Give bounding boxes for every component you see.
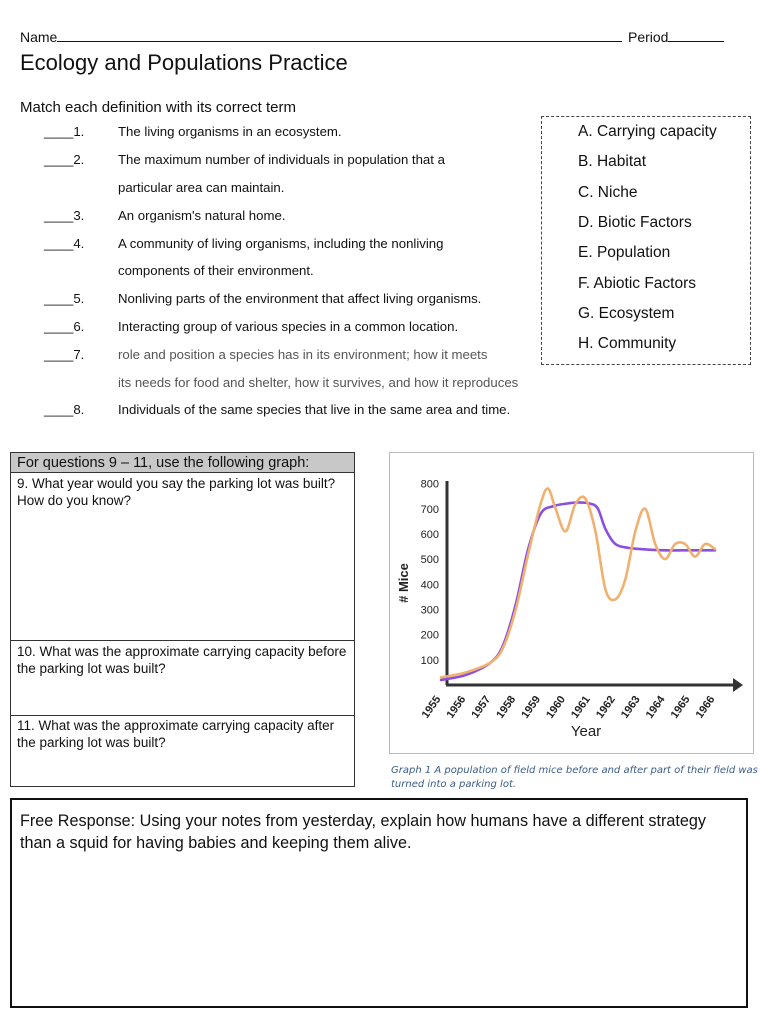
question-number[interactable]	[44, 124, 84, 139]
series-line-smooth	[441, 502, 715, 679]
y-tick-label: 200	[420, 629, 439, 642]
x-axis-arrow	[733, 678, 743, 692]
y-tick-label: 800	[420, 478, 439, 491]
term-item: F. Abiotic Factors	[578, 274, 697, 292]
divider	[11, 715, 354, 716]
period-blank[interactable]	[668, 41, 724, 42]
y-tick-label: 400	[420, 579, 439, 592]
free-response-box[interactable]	[10, 798, 748, 1008]
question-number[interactable]	[44, 236, 84, 251]
answer-blank[interactable]: ____	[44, 152, 74, 167]
y-tick-label: 500	[420, 554, 439, 567]
answer-blank[interactable]: ____	[44, 291, 74, 306]
answer-blank[interactable]: ____	[44, 319, 74, 334]
x-axis-label: Year	[570, 723, 602, 740]
term-item: E. Population	[578, 244, 671, 262]
question-number-label: 4.	[73, 236, 85, 251]
question-text: An organism's natural home.	[118, 208, 286, 223]
x-tick-label: 1956	[444, 693, 469, 721]
free-response-prompt: Free Response: Using your notes from yesterday, explain how humans have a different strategy than a squid for having babies and keeping them alive.	[20, 812, 706, 852]
question-text: its needs for food and shelter, how it survives, and how it reproduces	[118, 375, 519, 390]
answer-blank[interactable]: ____	[44, 124, 74, 139]
question-text: The maximum number of individuals in population that a	[118, 152, 445, 167]
graph-questions-header: For questions 9 – 11, use the following graph:	[11, 453, 354, 473]
x-tick-label: 1960	[544, 693, 569, 721]
series-line-oscillating	[441, 489, 715, 678]
question-number-label: 6.	[73, 319, 85, 334]
period-field[interactable]	[628, 29, 724, 45]
graph-caption: Graph 1 A population of field mice before and after part of their field was turned into a parking lot.	[391, 765, 758, 790]
term-item: C. Niche	[578, 183, 638, 201]
question-number-label: 2.	[73, 152, 85, 167]
term-item: B. Habitat	[578, 153, 647, 171]
x-tick-label: 1964	[643, 693, 668, 721]
question-number-label: 5.	[73, 291, 85, 306]
question-text: Interacting group of various species in a common location.	[118, 319, 459, 334]
question-number[interactable]	[44, 208, 84, 223]
population-graph	[389, 452, 754, 754]
terms-box	[541, 116, 751, 365]
name-label: Name	[20, 29, 58, 45]
question-text: Nonliving parts of the environment that affect living organisms.	[118, 291, 482, 306]
question-number-label: 1.	[73, 124, 85, 139]
question-text: particular area can maintain.	[118, 180, 285, 195]
x-tick-label: 1957	[469, 693, 494, 721]
answer-blank[interactable]: ____	[44, 347, 74, 362]
question-text: The living organisms in an ecosystem.	[118, 124, 342, 139]
question-number-label: 7.	[73, 347, 85, 362]
answer-blank[interactable]: ____	[44, 402, 74, 417]
question-number[interactable]	[44, 402, 84, 417]
question-11: 11. What was the approximate carrying capacity after the parking lot was built?	[17, 718, 335, 750]
y-tick-label: 600	[420, 528, 439, 541]
question-number[interactable]	[44, 347, 84, 362]
question-number[interactable]	[44, 319, 84, 334]
term-item: D. Biotic Factors	[578, 213, 692, 231]
period-label: Period	[628, 29, 669, 45]
y-tick-label: 100	[420, 654, 439, 667]
term-item: A. Carrying capacity	[578, 123, 717, 140]
page-title: Ecology and Populations Practice	[20, 50, 348, 75]
divider	[11, 640, 354, 641]
graph-questions-box	[10, 452, 355, 787]
y-axis-label: # Mice	[396, 563, 411, 603]
x-tick-label: 1963	[618, 693, 643, 721]
term-item: G. Ecosystem	[578, 304, 675, 322]
question-number[interactable]	[44, 152, 84, 167]
question-number[interactable]	[44, 291, 84, 306]
y-tick-label: 700	[420, 503, 439, 516]
question-text: A community of living organisms, including the nonliving	[118, 236, 444, 251]
question-number-label: 8.	[73, 402, 85, 417]
question-text: role and position a species has in its environment; how it meets	[118, 347, 488, 362]
name-blank[interactable]	[57, 41, 622, 42]
x-tick-label: 1962	[593, 693, 618, 721]
x-tick-label: 1961	[569, 693, 593, 721]
name-field[interactable]	[20, 29, 622, 45]
x-tick-label: 1965	[668, 693, 693, 721]
x-tick-label: 1959	[519, 693, 544, 721]
x-tick-label: 1958	[494, 693, 519, 721]
term-item: H. Community	[578, 335, 677, 353]
question-text: components of their environment.	[118, 263, 314, 278]
question-10: 10. What was the approximate carrying capacity before the parking lot was built?	[17, 644, 347, 676]
x-tick-label: 1955	[419, 693, 444, 721]
question-number-label: 3.	[73, 208, 85, 223]
chart-svg	[390, 453, 753, 753]
x-tick-label: 1966	[693, 693, 718, 721]
instructions: Match each definition with its correct term	[20, 99, 296, 116]
answer-blank[interactable]: ____	[44, 236, 74, 251]
question-text: Individuals of the same species that live in the same area and time.	[118, 402, 511, 417]
answer-blank[interactable]: ____	[44, 208, 74, 223]
y-tick-label: 300	[420, 604, 439, 617]
question-9: 9. What year would you say the parking lot was built? How do you know?	[17, 476, 336, 508]
